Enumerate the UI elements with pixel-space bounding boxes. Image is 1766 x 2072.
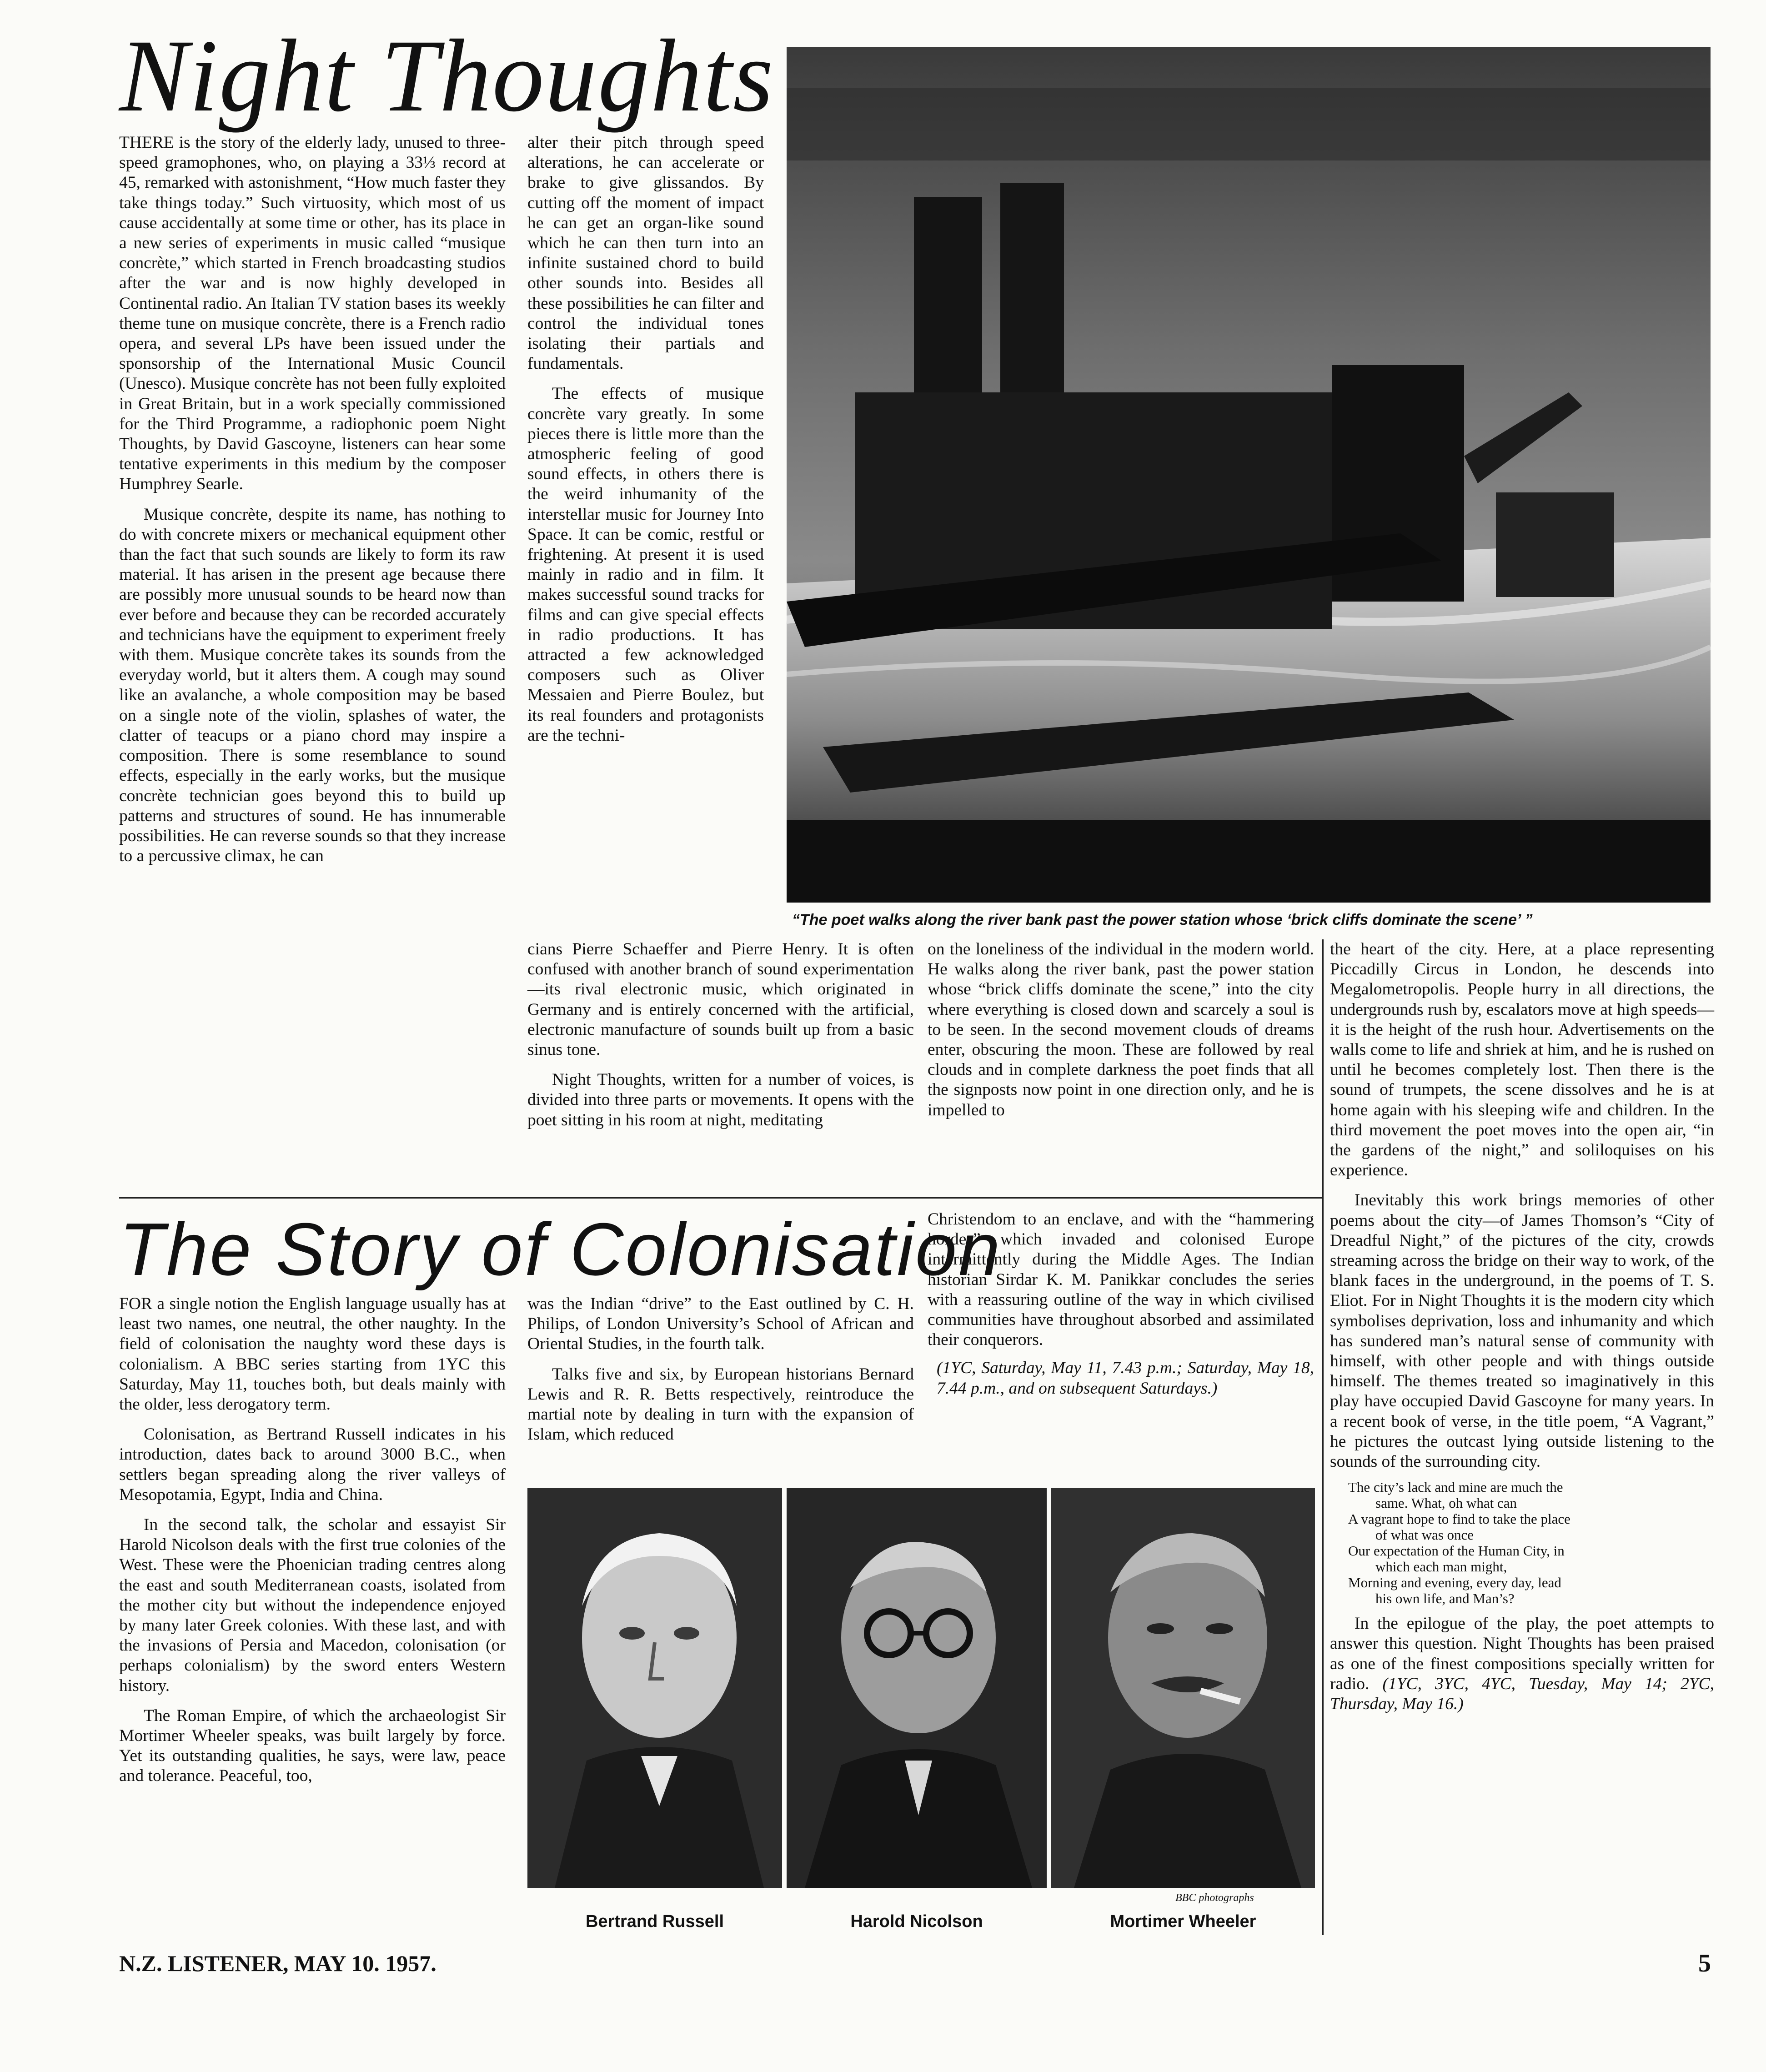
portrait-mortimer-wheeler [1051,1488,1315,1888]
portrait-name: Harold Nicolson [850,1912,983,1931]
publication-footer: N.Z. LISTENER, MAY 10. 1957. [119,1951,436,1976]
broadcast-times: (1YC, 3YC, 4YC, Tuesday, May 14; 2YC, Thursday, May 16.) [1330,1674,1715,1714]
paragraph: Night Thoughts, written for a number of voices, is divided into three parts or movements. It opens with the poet sitting in his room at night, meditating [527,1070,914,1129]
broadcast-schedule: (1YC, Saturday, May 11, 7.43 p.m.; Saturday, May 18, 7.44 p.m., and on subsequent Saturdays.) [937,1359,1314,1398]
verse-line: which each man might, [1375,1559,1507,1575]
paragraph: The Roman Empire, of which the archaeologist Sir Mortimer Wheeler speaks, was built largely by force. Yet its outstanding qualities, he says, were law, peace and tolerance. Peaceful, too, [119,1706,506,1786]
verse-line: of what was once [1375,1527,1474,1543]
paragraph: on the loneliness of the individual in the modern world. He walks along the river bank, past the power station whose “brick cliffs dominate the scene,” into the city where everything is closed down and scarcely a soul is to be seen. In the second movement clouds of dreams enter, obscuring the moon. These are followed by real clouds and in complete darkness the poet finds that all the signposts now point in one direction only, and he is impelled to [928,940,1314,1119]
epilogue-text: In the epilogue of the play, the poet attempts to answer this question. Night Thoughts has been praised as one of the finest compositions specially written for radio. [1330,1614,1714,1693]
night-thoughts-column-1 [119,133,506,866]
verse-line: same. What, oh what can [1375,1495,1517,1511]
paragraph: Colonisation, as Bertrand Russell indicates in his introduction, dates back to around 3000 B.C., when settlers began spreading along the river valleys of Mesopotamia, Egypt, India and China. [119,1425,506,1504]
verse-line: Morning and evening, every day, lead [1348,1575,1561,1591]
power-station-illustration [787,47,1711,903]
paragraph: Christendom to an enclave, and with the “hammering hordes” which invaded and colonised Europe intermittently during the Middle Ages. The Indian historian Sirdar K. M. Panikkar concludes the series with a reassuring outline of the way in which civilised communities have throughout absorbed and assimilated their conquerors. [928,1210,1314,1350]
paragraph [1330,1614,1714,1714]
portrait-name: Mortimer Wheeler [1110,1912,1256,1931]
paragraph: Inevitably this work brings memories of other poems about the city—of James Thomson’s “City of Dreadful Night,” of the pictures of the city, crowds streaming across the bridge on their way to work, of the blank faces in the underground, in the poems of T. S. Eliot. For in Night Thoughts it is the modern city which symbolises deprivation, loss and inhumanity and which has sundered man’s natural sense of community with himself, with other people and with things outside himself. The themes treated so imaginatively in this play have occupied David Gascoyne for many years. In a recent book of verse, in the title poem, “A Vagrant,” he pictures the outcast lying outside listening to the sounds of the surrounding city. [1330,1191,1714,1471]
portrait-illustration [527,1488,782,1888]
photo-credit: BBC photographs [1175,1892,1254,1904]
paragraph: Talks five and six, by European historians Bernard Lewis and R. R. Betts respectively, reintroduce the martial note by dealing in turn with the expansion of Islam, which reduced [527,1365,914,1444]
portrait-illustration [787,1488,1047,1888]
paragraph: FOR a single notion the English language usually has at least two names, one neutral, the other naughty. In the field of colonisation the naughty word these days is colonialism. A BBC series starting from 1YC this Saturday, May 11, touches both, but deals mainly with the older, less derogatory term. [119,1294,506,1414]
page-number: 5 [1698,1949,1711,1977]
colonisation-column-2 [527,1294,914,1445]
portrait-illustration [1051,1488,1315,1888]
paragraph: the heart of the city. Here, at a place representing Piccadilly Circus in London, he descends into Megalometropolis. People hurry in all directions, the undergrounds rush by, escalators move at high speeds—it is the height of the rush hour. Advertisements on the walls come to life and shriek at him, and he is rushed on until he becomes completely lost. Then there is the sound of trumpets, the scene dissolves and he is at home again with his sleeping wife and children. In the third movement the poet moves into the open air, “in the gardens of the night,” and soliloquises on his experience. [1330,940,1714,1180]
paragraph: cians Pierre Schaeffer and Pierre Henry. It is often confused with another branch of sound experimentation —its rival electronic music, which originated in Germany and is entirely concerned with the artificial, electronic manufacture of sounds built up from a basic sinus tone. [527,940,914,1059]
paragraph: was the Indian “drive” to the East outlined by C. H. Philips, of London University’s School of African and Oriental Studies, in the fourth talk. [527,1294,914,1354]
portrait-bertrand-russell [527,1488,782,1888]
colonisation-column-3 [928,1209,1314,1399]
paragraph: THERE is the story of the elderly lady, unused to three-speed gramophones, who, on playing a 33⅓ record at 45, remarked with astonishment, “How much faster they take things today.” Such virtuosity, which most of us cause accidentally at some time or other, has its place in a new series of experiments in music called “musique concrète,” which started in French broadcasting studios after the war and is now highly developed in Continental radio. An Italian TV station bases its weekly theme tune on musique concrète, there is a French radio opera, and several LPs have been issued under the sponsorship of the International Music Council (Unesco). Musique concrète has not been fully exploited in Great Britain, but in a work specially commissioned for the Third Programme, a radiophonic poem Night Thoughts, by David Gascoyne, listeners can hear some tentative experiments in this medium by the composer Humphrey Searle. [119,133,506,494]
portrait-harold-nicolson [787,1488,1047,1888]
colonisation-column-1 [119,1294,506,1786]
paragraph: The effects of musique concrète vary greatly. In some pieces there is little more than the atmospheric feeling of good sound effects, in others there is the weird inhumanity of the interstellar music for Journey Into Space. It can be comic, restful or frightening. At present it is used mainly in radio and in film. It makes successful sound tracks for films and can give special effects in radio productions. It has attracted a few acknowledged composers such as Oliver Messaien and Pierre Boulez, but its real founders and protagonists are the techni- [527,384,764,745]
paragraph: Musique concrète, despite its name, has nothing to do with concrete mixers or mechanical equipment other than the fact that such sounds are likely to form its raw material. It has arisen in the present age because there are possibly more unusual sounds to be heard now than ever before and because they can be recorded accurately and technicians have the equipment to experiment freely with them. Musique concrète takes its sounds from the everyday world, but it alters them. A cough may sound like an avalanche, a whole composition may be based on a single note of the violin, splashes of water, the clatter of teacups or a piano chord may inspire a composition. There is some resemblance to sound effects, especially in the early works, but the musique concrète technician goes beyond this to build up patterns and structures of sound. He has innumerable possibilities. He can reverse sounds so that they increase to a percussive climax, he can [119,505,506,866]
column-divider [1322,939,1324,1935]
paragraph: alter their pitch through speed alterations, he can accelerate or brake to give glissandos. By cutting off the moment of impact he can get an organ-like sound which he can then turn into an infinite sustained chord to build other sounds into. Besides all these possibilities he can filter and control the individual tones isolating their partials and fundamentals. [527,133,764,373]
photo-caption: “The poet walks along the river bank past the power station whose ‘brick cliffs dominate the scene’ ” [792,911,1533,928]
verse-line: Our expectation of the Human City, in [1348,1543,1565,1559]
power-station-photo [787,47,1711,903]
article-title-night-thoughts: Night Thoughts [119,19,774,133]
verse-line: A vagrant hope to find to take the place [1348,1511,1570,1527]
night-thoughts-column-5 [1330,939,1714,1714]
night-thoughts-column-2 [527,133,764,746]
night-thoughts-column-4 [928,939,1314,1120]
poem-verse [1348,1479,1714,1606]
portrait-name: Bertrand Russell [585,1912,724,1931]
paragraph: In the second talk, the scholar and essayist Sir Harold Nicolson deals with the first true colonies of the West. These were the Phoenician trading centres along the east and south Mediterranean coasts, isolated from the mother city but without the independence enjoyed by many later Greek colonies. With these last, and with the invasions of Persia and Macedon, colonisation (or perhaps colonialism) by the sword enters Western history. [119,1515,506,1695]
verse-line: The city’s lack and mine are much the [1348,1479,1563,1495]
verse-line: his own life, and Man’s? [1375,1590,1515,1607]
article-divider [119,1197,1322,1199]
article-title-story-of-colonisation: The Story of Colonisation [119,1208,1002,1291]
night-thoughts-column-2b [527,939,914,1130]
